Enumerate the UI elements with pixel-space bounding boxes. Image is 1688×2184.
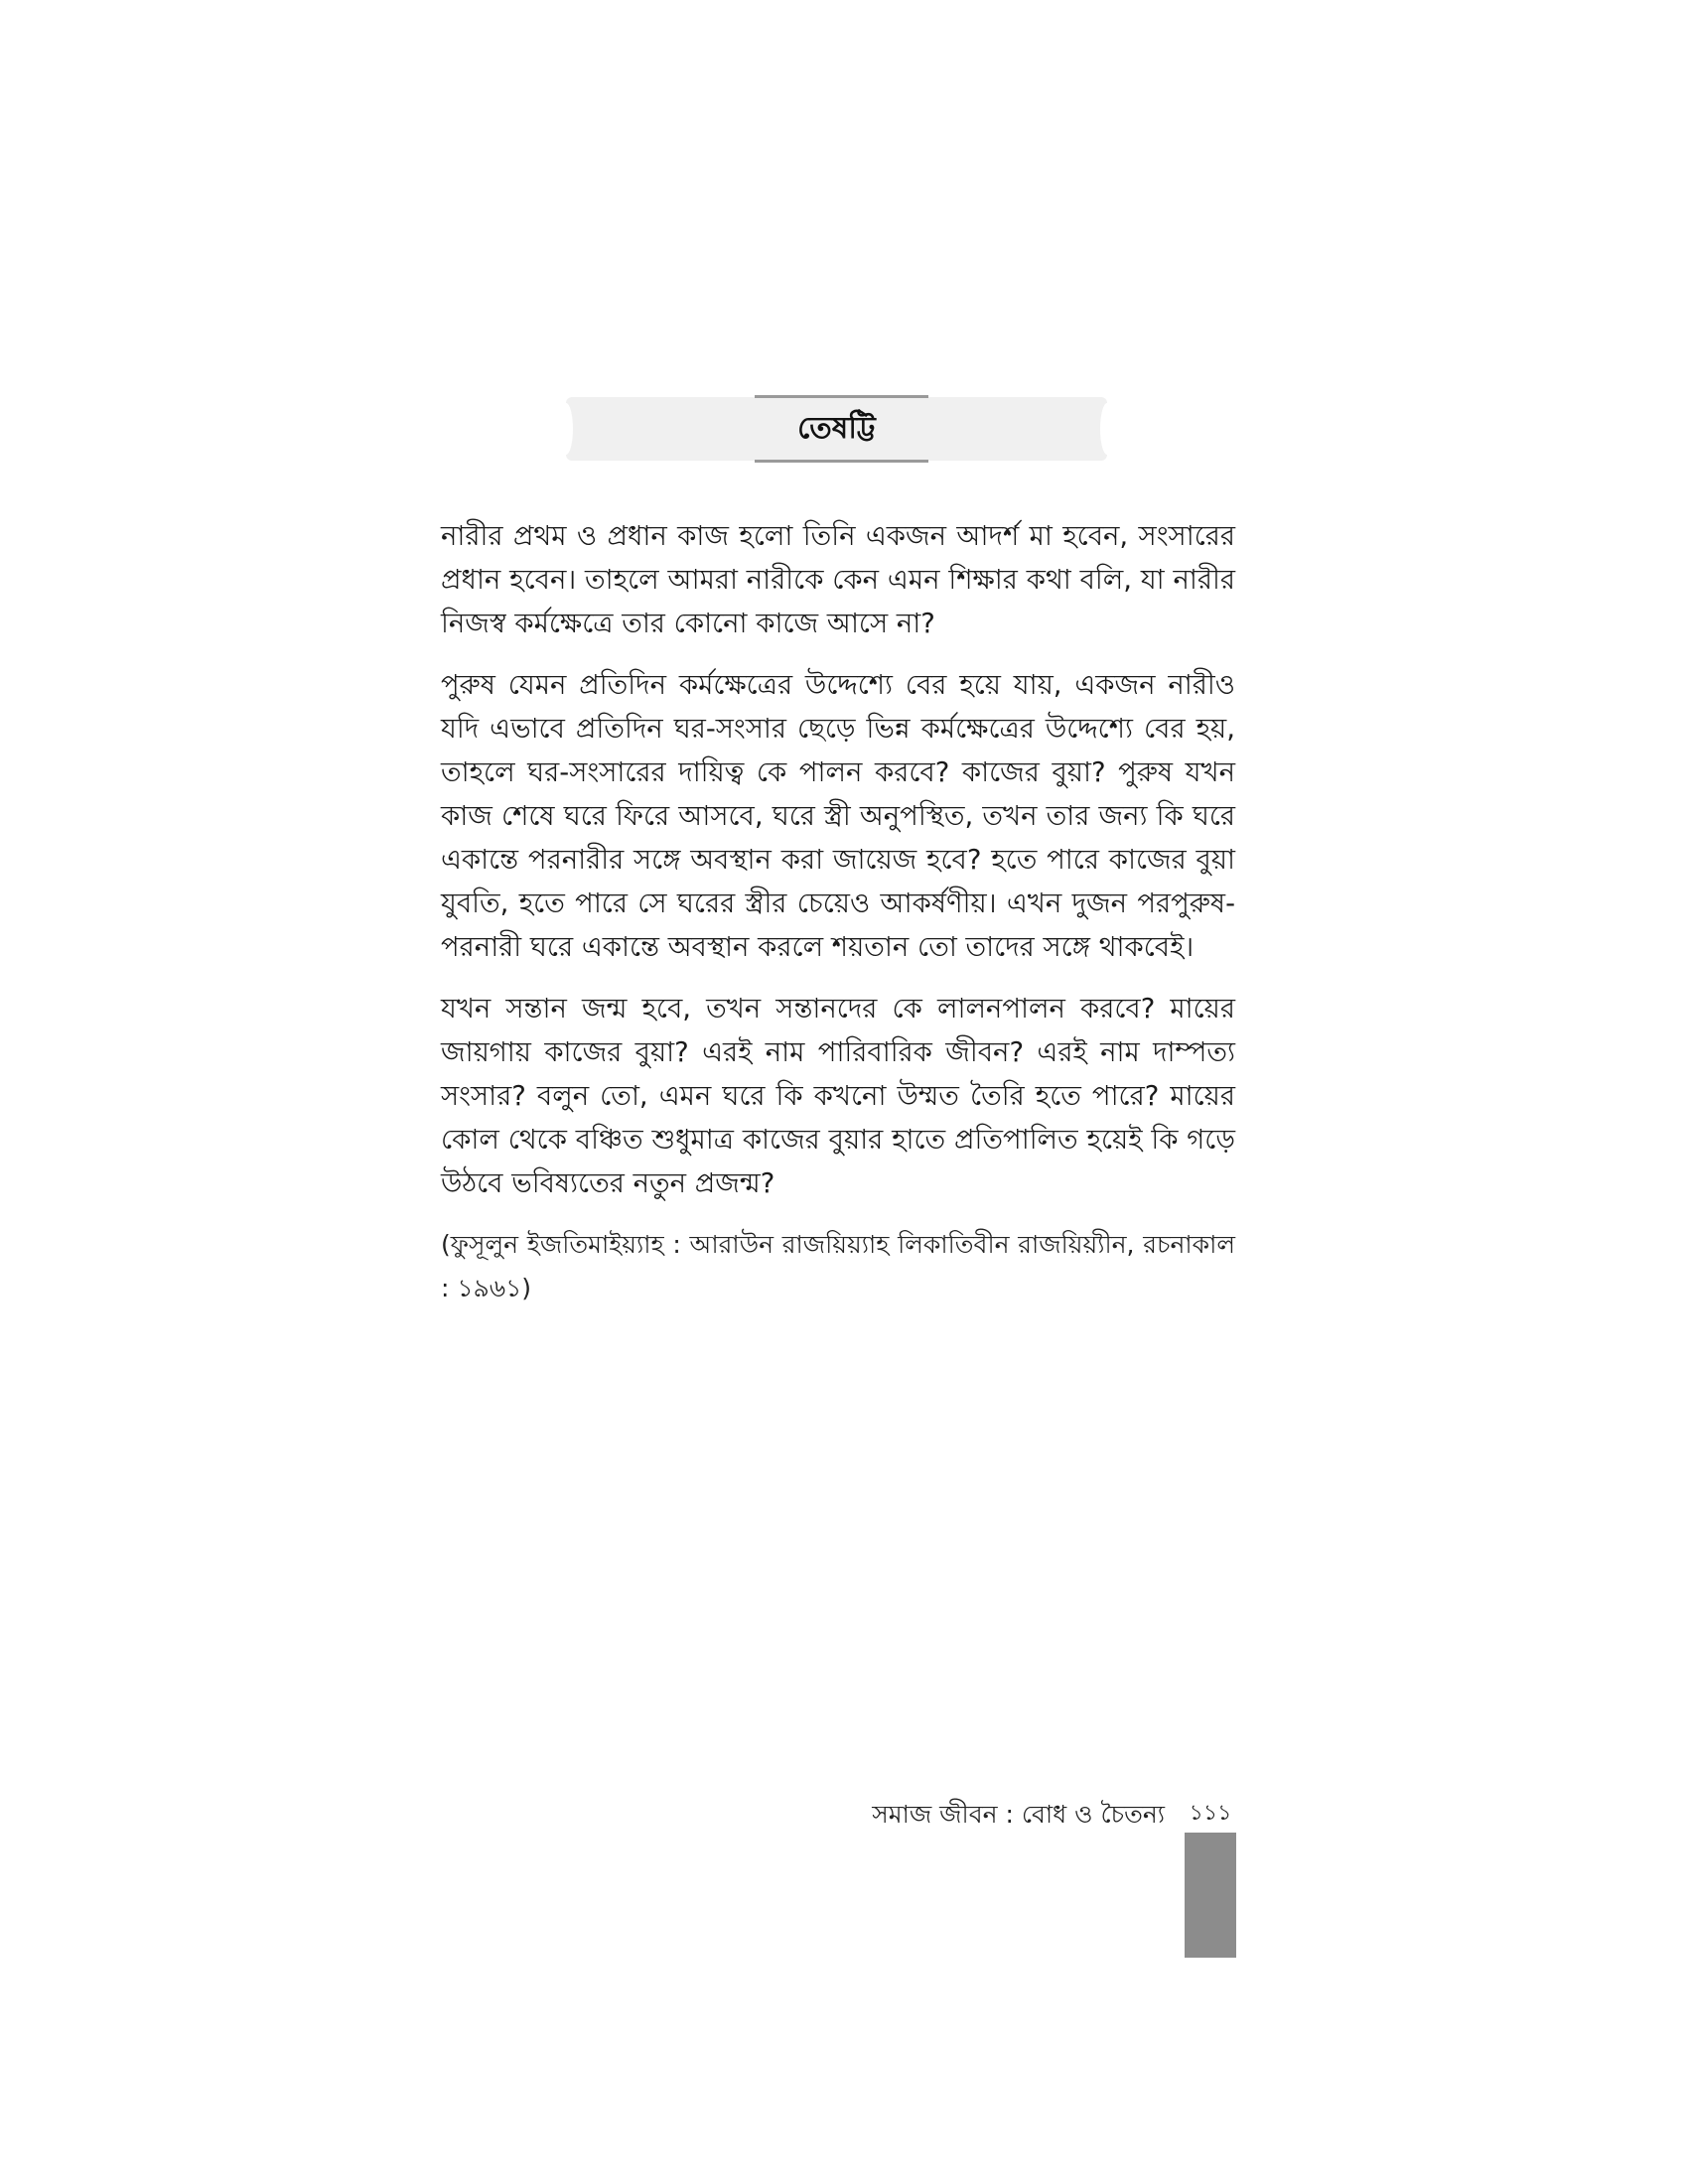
chapter-heading-banner — [566, 397, 1107, 461]
source-citation: (ফুসূলুন ইজতিমাইয়্যাহ : আরাউন রাজয়িয়্যাহ লিকাতিবীন রাজয়িয়্যীন, রচনাকাল : ১৯৬১) — [441, 1230, 1235, 1302]
paragraph-1: নারীর প্রথম ও প্রধান কাজ হলো তিনি একজন আদর্শ মা হবেন, সংসারের প্রধান হবেন। তাহলে আমরা নারীকে কেন এমন শিক্ষার কথা বলি, যা নারীর নিজস্ব কর্মক্ষেত্রে তার কোনো কাজে আসে না? — [441, 520, 1235, 639]
page-number: ১১১ — [1185, 1799, 1236, 1829]
page-tab — [1185, 1799, 1236, 1958]
body-text — [441, 514, 1235, 1310]
chapter-title: তেষট্টি — [797, 411, 876, 446]
paragraph-2: পুরুষ যেমন প্রতিদিন কর্মক্ষেত্রের উদ্দেশ্যে বের হয়ে যায়, একজন নারীও যদি এভাবে প্রতিদিন ঘর-সংসার ছেড়ে ভিন্ন কর্মক্ষেত্রের উদ্দেশ্যে বের হয়, তাহলে ঘর-সংসারের দায়িত্ব কে পালন করবে? কাজের বুয়া? পুরুষ যখন কাজ শেষে ঘরে ফিরে আসবে, ঘরে স্ত্রী অনুপস্থিত, তখন তার জন্য কি ঘরে একান্তে পরনারীর সঙ্গে অবস্থান করা জায়েজ হবে? হতে পারে কাজের বুয়া যুবতি, হতে পারে সে ঘরের স্ত্রীর চেয়েও আকর্ষণীয়। এখন দুজন পরপুরুষ-পরনারী ঘরে একান্তে অবস্থান করলে শয়তান তো তাদের সঙ্গে থাকবেই। — [441, 669, 1235, 963]
banner-bottom-rule — [755, 460, 928, 463]
page-tab-block — [1185, 1833, 1236, 1958]
running-footer-title: সমাজ জীবন : বোধ ও চৈতন্য — [872, 1800, 1165, 1829]
paragraph-3: যখন সন্তান জন্ম হবে, তখন সন্তানদের কে লালনপালন করবে? মায়ের জায়গায় কাজের বুয়া? এরই নাম পারিবারিক জীবন? এরই নাম দাম্পত্য সংসার? বলুন তো, এমন ঘরে কি কখনো উম্মত তৈরি হতে পারে? মায়ের কোল থেকে বঞ্চিত শুধুমাত্র কাজের বুয়ার হাতে প্রতিপালিত হয়েই কি গড়ে উঠবে ভবিষ্যতের নতুন প্রজন্ম? — [441, 993, 1235, 1199]
